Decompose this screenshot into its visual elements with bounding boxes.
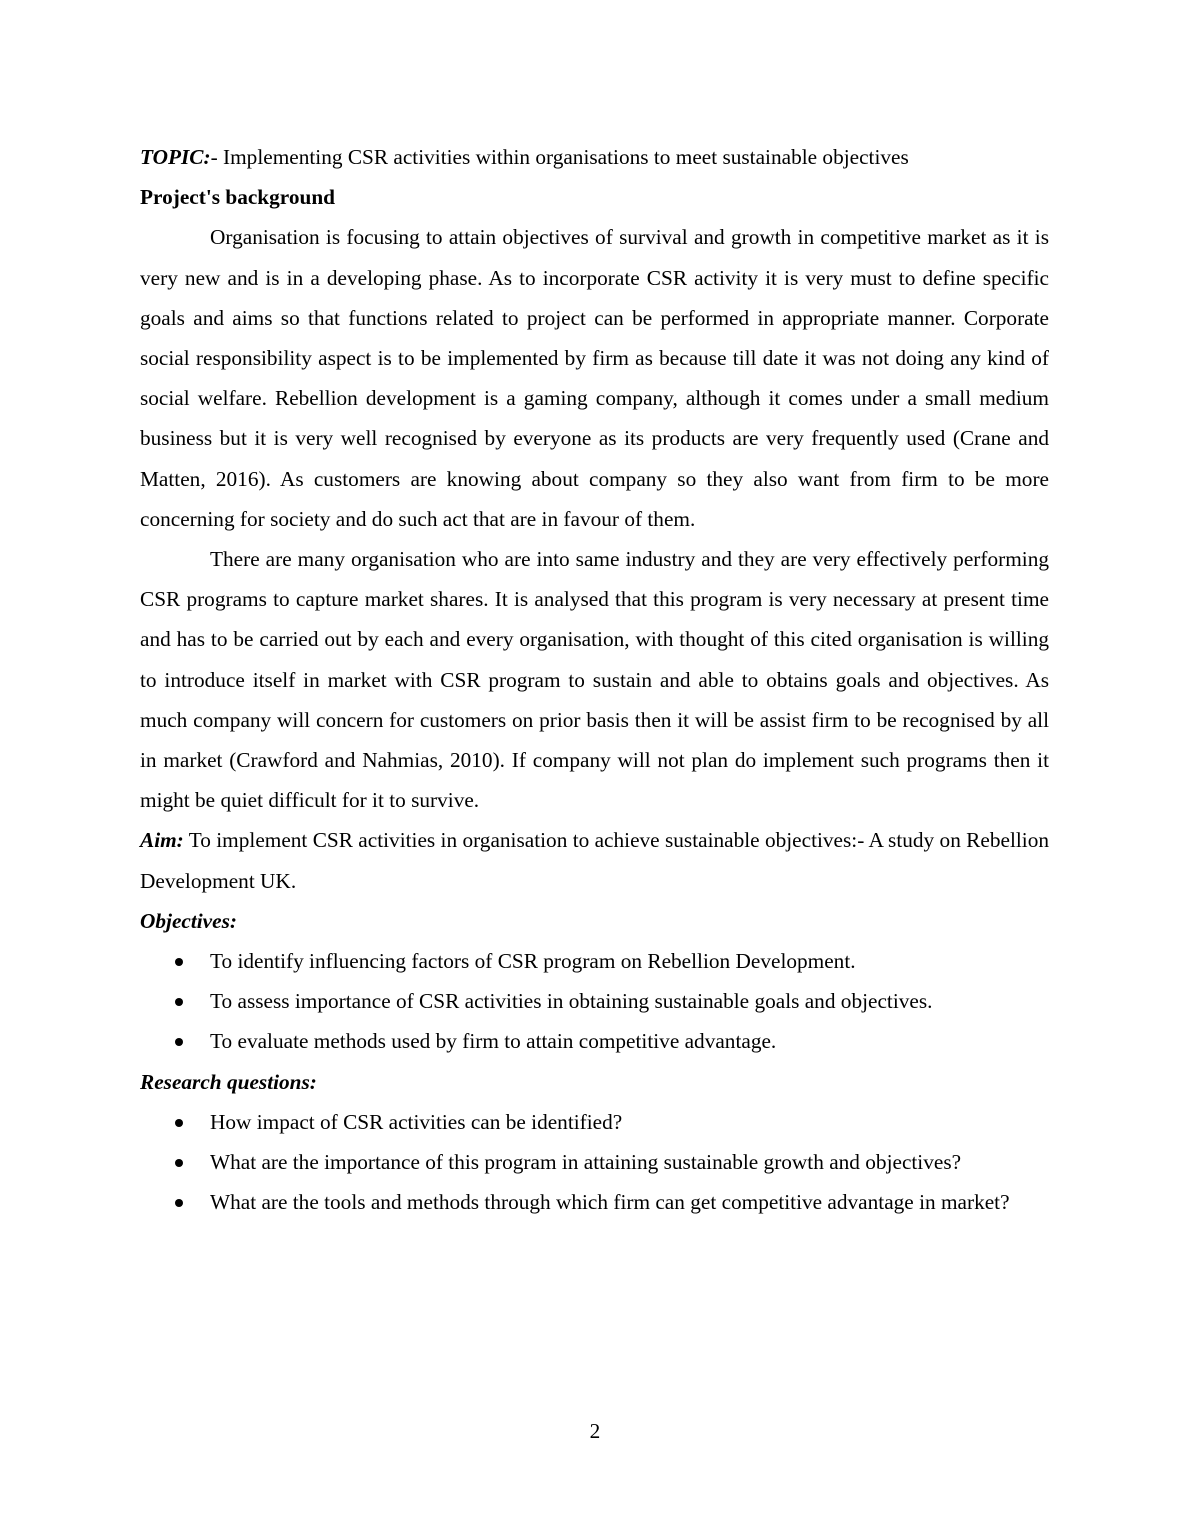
bullet-icon	[175, 1038, 183, 1046]
topic-text: - Implementing CSR activities within organisations to meet sustainable objectives	[210, 145, 909, 169]
question-text: What are the importance of this program in attaining sustainable growth and objectives?	[210, 1150, 962, 1175]
aim-text: To implement CSR activities in organisation to achieve sustainable objectives:- A study on Rebellion Development UK.	[140, 828, 1049, 893]
list-item	[140, 941, 1049, 981]
topic-label: TOPIC:	[140, 145, 211, 169]
background-paragraph: Organisation is focusing to attain objectives of survival and growth in competitive market as it is very new and is in a developing phase. As to incorporate CSR activity it is very must to define specific goals and aims so that functions related to project can be performed in appropriate manner. Corporate social responsibility aspect is to be implemented by firm as because till date it was not doing any kind of social welfare. Rebellion development is a gaming company, although it comes under a small medium business but it is very well recognised by everyone as its products are very frequently used (Crane and Matten, 2016). As customers are knowing about company so they also want from firm to be more concerning for society and do such act that are in favour of them.	[140, 225, 1049, 531]
list-item	[140, 1142, 1049, 1182]
bullet-icon	[175, 998, 183, 1006]
question-text: How impact of CSR activities can be identified?	[210, 1109, 623, 1134]
aim-label: Aim:	[140, 828, 184, 853]
page-number: 2	[589, 1419, 601, 1443]
background-paragraph: There are many organisation who are into same industry and they are very effectively performing CSR programs to capture market shares. It is analysed that this program is very necessary at present time and has to be carried out by each and every organisation, with thought of this cited organisation is willing to introduce itself in market with CSR program to sustain and able to obtains goals and objectives. As much company will concern for customers on prior basis then it will be assist firm to be recognised by all in market (Crawford and Nahmias, 2010). If company will not plan do implement such programs then it might be quiet difficult for it to survive.	[140, 547, 1049, 813]
document-body	[140, 137, 1049, 1222]
list-item	[140, 981, 1049, 1021]
list-item	[140, 1021, 1049, 1061]
objective-text: To identify influencing factors of CSR program on Rebellion Development.	[210, 949, 856, 974]
list-item	[140, 1102, 1049, 1142]
background-heading: Project's background	[140, 185, 336, 210]
objective-text: To evaluate methods used by firm to attain competitive advantage.	[210, 1029, 777, 1054]
objectives-heading: Objectives:	[140, 908, 237, 933]
aim-line	[140, 820, 1049, 900]
bullet-icon	[175, 1159, 183, 1167]
bullet-icon	[175, 1119, 183, 1127]
research-questions-list	[140, 1102, 1049, 1223]
bullet-icon	[175, 1199, 183, 1207]
topic-line	[140, 137, 1049, 177]
question-text: What are the tools and methods through which firm can get competitive advantage in market?	[210, 1190, 1010, 1215]
objectives-list	[140, 941, 1049, 1062]
research-questions-heading: Research questions:	[140, 1069, 317, 1094]
list-item	[140, 1182, 1049, 1222]
objective-text: To assess importance of CSR activities in obtaining sustainable goals and objectives.	[210, 989, 933, 1014]
bullet-icon	[175, 958, 183, 966]
